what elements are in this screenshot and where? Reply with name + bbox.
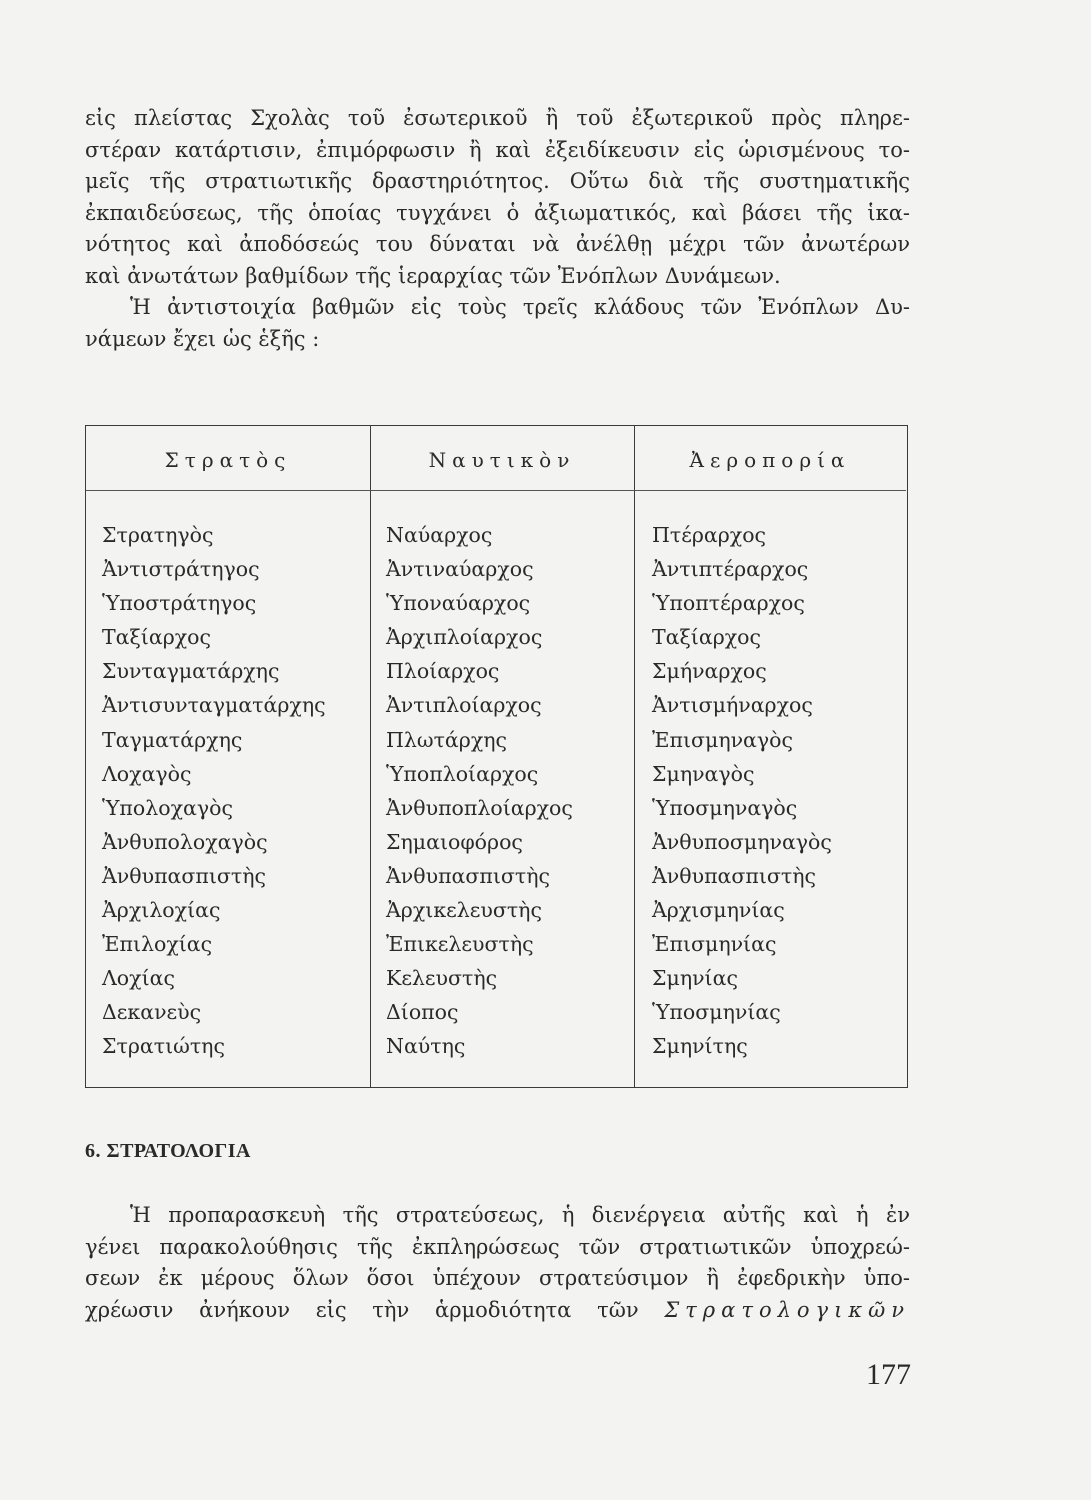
rank-item: Ἐπισμηναγὸς bbox=[652, 727, 793, 752]
rank-item: Ναύαρχος bbox=[386, 523, 493, 547]
army-header: Στρατὸς bbox=[164, 448, 292, 472]
text-line: εἰς πλείστας Σχολὰς τοῦ ἐσωτερικοῦ ἢ τοῦ ἐξωτερικοῦ πρὸς πληρε- bbox=[85, 106, 910, 130]
army-rank-list bbox=[102, 518, 366, 1064]
rank-item: Ἀρχικελευστὴς bbox=[386, 898, 542, 923]
text-fragment: χρέωσιν ἀνήκουν εἰς τὴν ἁρμοδιότητα τῶν bbox=[85, 1297, 639, 1322]
rank-item: Δίοπος bbox=[386, 1000, 459, 1025]
rank-item: Λοχαγὸς bbox=[102, 761, 192, 786]
section-heading: 6. ΣΤΡΑΤΟΛΟΓΙΑ bbox=[85, 1140, 251, 1162]
rank-item: Ἀντιπτέραρχος bbox=[652, 557, 809, 582]
rank-item: Ἀνθυπασπιστὴς bbox=[386, 863, 550, 888]
navy-column bbox=[370, 426, 635, 1087]
rank-item: Ἀντιστράτηγος bbox=[102, 557, 260, 582]
header-divider bbox=[634, 490, 906, 491]
text-line: νάμεων ἔχει ὡς ἑξῆς : bbox=[85, 326, 320, 351]
rank-item: Ἀντιπλοίαρχος bbox=[386, 693, 542, 718]
army-column bbox=[86, 426, 371, 1087]
rank-item: Ἀρχιπλοίαρχος bbox=[386, 625, 543, 650]
air-rank-list bbox=[652, 518, 902, 1064]
rank-item: Στρατηγὸς bbox=[102, 523, 214, 547]
rank-item: Ταξίαρχος bbox=[102, 625, 211, 650]
page-number: 177 bbox=[866, 1358, 911, 1391]
rank-item: Σμήναρχος bbox=[652, 659, 767, 684]
rank-item: Ἀρχιλοχίας bbox=[102, 898, 221, 923]
text-line: καὶ ἀνωτάτων βαθμίδων τῆς ἱεραρχίας τῶν Ἐνόπλων Δυνάμεων. bbox=[85, 263, 781, 288]
rank-item: Ὑποπλοίαρχος bbox=[386, 761, 539, 786]
rank-item: Ἀνθυπασπιστὴς bbox=[102, 863, 266, 888]
rank-item: Ὑποστράτηγος bbox=[102, 591, 257, 616]
rank-item: Ἐπισμηνίας bbox=[652, 932, 777, 957]
rank-item: Ἀνθυποπλοίαρχος bbox=[386, 795, 573, 820]
rank-item: Κελευστὴς bbox=[386, 966, 498, 991]
rank-item: Σμηνίτης bbox=[652, 1034, 748, 1059]
rank-item: Ὑποναύαρχος bbox=[386, 591, 531, 616]
rank-item: Ὑποπτέραρχος bbox=[652, 591, 805, 616]
rank-item: Λοχίας bbox=[102, 966, 175, 991]
text-line bbox=[85, 1295, 910, 1327]
rank-item: Ἀνθυποσμηναγὸς bbox=[652, 829, 832, 854]
text-line: Ἡ ἀντιστοιχία βαθμῶν εἰς τοὺς τρεῖς κλάδους τῶν Ἐνόπλων Δυ- bbox=[130, 295, 910, 319]
rank-item: Ἀρχισμηνίας bbox=[652, 898, 785, 923]
rank-item: Πλωτάρχης bbox=[386, 727, 508, 752]
rank-item: Ἀντιναύαρχος bbox=[386, 557, 534, 582]
rank-item: Συνταγματάρχης bbox=[102, 659, 280, 684]
emphasized-word: Στρατολογικῶν bbox=[664, 1297, 910, 1322]
text-line: μεῖς τῆς στρατιωτικῆς δραστηριότητος. Οὕτω διὰ τῆς συστηματικῆς bbox=[85, 169, 910, 193]
rank-item: Ταγματάρχης bbox=[102, 727, 243, 752]
text-line: Ἡ προπαρασκευὴ τῆς στρατεύσεως, ἡ διενέργεια αὐτῆς καὶ ἡ ἐν bbox=[130, 1203, 910, 1227]
rank-item: Ὑποσμηνίας bbox=[652, 1000, 781, 1025]
rank-item: Πτέραρχος bbox=[652, 523, 767, 547]
rank-item: Ἐπιλοχίας bbox=[102, 932, 213, 957]
closing-paragraph bbox=[85, 1200, 910, 1326]
text-line: νότητος καὶ ἀποδόσεώς του δύναται νὰ ἀνέλθῃ μέχρι τῶν ἀνωτέρων bbox=[85, 232, 910, 256]
rank-item: Ἀνθυπασπιστὴς bbox=[652, 863, 816, 888]
rank-item: Σμηνίας bbox=[652, 966, 738, 991]
rank-item: Σημαιοφόρος bbox=[386, 829, 523, 854]
rank-item: Ὑπολοχαγὸς bbox=[102, 795, 233, 820]
rank-item: Ἀντισυνταγματάρχης bbox=[102, 693, 326, 718]
rank-item: Στρατιώτης bbox=[102, 1034, 225, 1059]
air-column bbox=[634, 426, 906, 1087]
rank-item: Πλοίαρχος bbox=[386, 659, 500, 684]
rank-item: Ἐπικελευστὴς bbox=[386, 932, 534, 957]
header-divider bbox=[86, 490, 370, 491]
rank-item: Ταξίαρχος bbox=[652, 625, 761, 650]
rank-item: Ὑποσμηναγὸς bbox=[652, 795, 798, 820]
navy-rank-list bbox=[386, 518, 630, 1064]
header-divider bbox=[370, 490, 634, 491]
navy-header: Ναυτικὸν bbox=[428, 448, 576, 472]
rank-item: Ἀνθυπολοχαγὸς bbox=[102, 829, 268, 854]
rank-table bbox=[85, 425, 908, 1088]
rank-item: Ναύτης bbox=[386, 1034, 466, 1059]
intro-paragraph bbox=[85, 103, 910, 355]
text-line: γένει παρακολούθησις τῆς ἐκπληρώσεως τῶν στρατιωτικῶν ὑποχρεώ- bbox=[85, 1234, 910, 1259]
text-line: στέραν κατάρτισιν, ἐπιμόρφωσιν ἢ καὶ ἐξειδίκευσιν εἰς ὡρισμένους το- bbox=[85, 137, 910, 162]
rank-item: Ἀντισμήναρχος bbox=[652, 693, 813, 718]
air-header: Ἀεροπορία bbox=[689, 448, 851, 472]
text-line: ἐκπαιδεύσεως, τῆς ὁποίας τυγχάνει ὁ ἀξιωματικός, καὶ βάσει τῆς ἱκα- bbox=[85, 200, 910, 225]
rank-item: Δεκανεὺς bbox=[102, 1000, 202, 1025]
text-line: σεων ἐκ μέρους ὅλων ὅσοι ὑπέχουν στρατεύσιμον ἢ ἐφεδρικὴν ὑπο- bbox=[85, 1266, 910, 1290]
rank-item: Σμηναγὸς bbox=[652, 761, 755, 786]
